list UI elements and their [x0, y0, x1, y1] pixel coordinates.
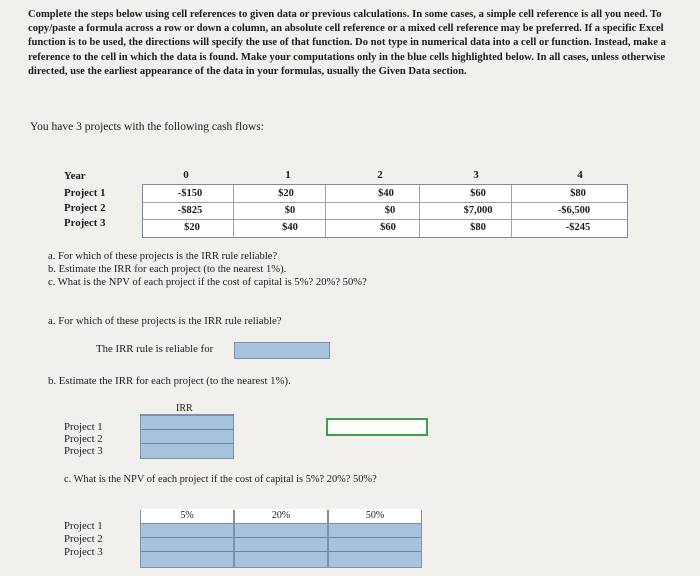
p2-y3: $7,000 [463, 205, 493, 216]
question-a: a. For which of these projects is the IRR rule reliable? [48, 251, 278, 262]
year-label: Year [64, 170, 86, 182]
npv-project-3-label: Project 3 [64, 546, 103, 558]
p3-y4: -$245 [565, 222, 591, 233]
p2-y4: -$6,500 [557, 205, 591, 216]
intro-text: You have 3 projects with the following cash flows: [30, 121, 264, 133]
part-c-heading: c. What is the NPV of each project if the cost of capital is 5%? 20%? 50%? [64, 474, 377, 485]
p3-y1: $40 [282, 222, 298, 233]
question-list [48, 250, 367, 290]
irr-project-1-label: Project 1 [64, 421, 103, 433]
question-c: c. What is the NPV of each project if the cost of capital is 5%? 20%? 50%? [48, 277, 367, 289]
p1-y1: $20 [278, 188, 294, 199]
npv-project-2-label: Project 2 [64, 533, 103, 545]
npv-column-20[interactable] [234, 510, 328, 568]
npv-project-1-label: Project 1 [64, 520, 103, 532]
part-a-heading: a. For which of these projects is the IRR rule reliable? [48, 315, 282, 327]
p1-y4: $80 [570, 188, 586, 199]
project-2-label: Project 2 [64, 202, 106, 214]
p2-y0: -$825 [177, 205, 203, 216]
p2-y1: $0 [284, 205, 296, 216]
instructions-text: Complete the steps below using cell references to given data or previous calculations. In some cases, a simple cell reference is all you need. To copy/paste a formula across a row or down a column, an absolute cell reference or a mixed cell reference may be preferred. If a specific Excel function is to be used, the directions will specify the use of that function. Do not type in numerical data into a cell or function. Instead, make a reference to the cell in which the data is found. Make your computations only in the blue cells highlighted below. In all cases, unless otherwise directed, use the earliest appearance of the data in your formulas, usually the Given Data section. [28, 9, 666, 77]
irr-reliable-input[interactable] [234, 342, 330, 359]
p3-y0: $20 [184, 222, 200, 233]
year-0: 0 [183, 169, 189, 181]
p1-y2: $40 [378, 188, 394, 199]
project-3-label: Project 3 [64, 217, 106, 229]
irr-project-3-label: Project 3 [64, 445, 103, 457]
part-b-heading: b. Estimate the IRR for each project (to the nearest 1%). [48, 375, 291, 387]
irr-input-column[interactable] [140, 415, 234, 459]
question-b: b. Estimate the IRR for each project (to the nearest 1%). [48, 264, 287, 276]
npv-header-20: 20% [235, 509, 327, 524]
p3-y2: $60 [380, 222, 396, 233]
p1-y0: -$150 [177, 188, 203, 199]
irr-column-header: IRR [176, 403, 193, 414]
npv-column-50[interactable] [328, 510, 422, 568]
project-1-label: Project 1 [64, 187, 106, 199]
irr-reliable-label: The IRR rule is reliable for [96, 343, 214, 355]
npv-grid [140, 510, 420, 566]
p3-y3: $80 [470, 222, 486, 233]
p2-y2: $0 [384, 205, 396, 216]
year-4: 4 [577, 169, 583, 181]
p1-y3: $60 [470, 188, 486, 199]
year-1: 1 [285, 169, 291, 181]
npv-header-50: 50% [329, 509, 421, 524]
year-3: 3 [473, 169, 479, 181]
npv-header-5: 5% [141, 509, 233, 524]
selected-cell-outline[interactable] [326, 418, 428, 436]
irr-project-2-label: Project 2 [64, 433, 103, 445]
npv-column-5[interactable] [140, 510, 234, 568]
year-2: 2 [377, 169, 383, 181]
